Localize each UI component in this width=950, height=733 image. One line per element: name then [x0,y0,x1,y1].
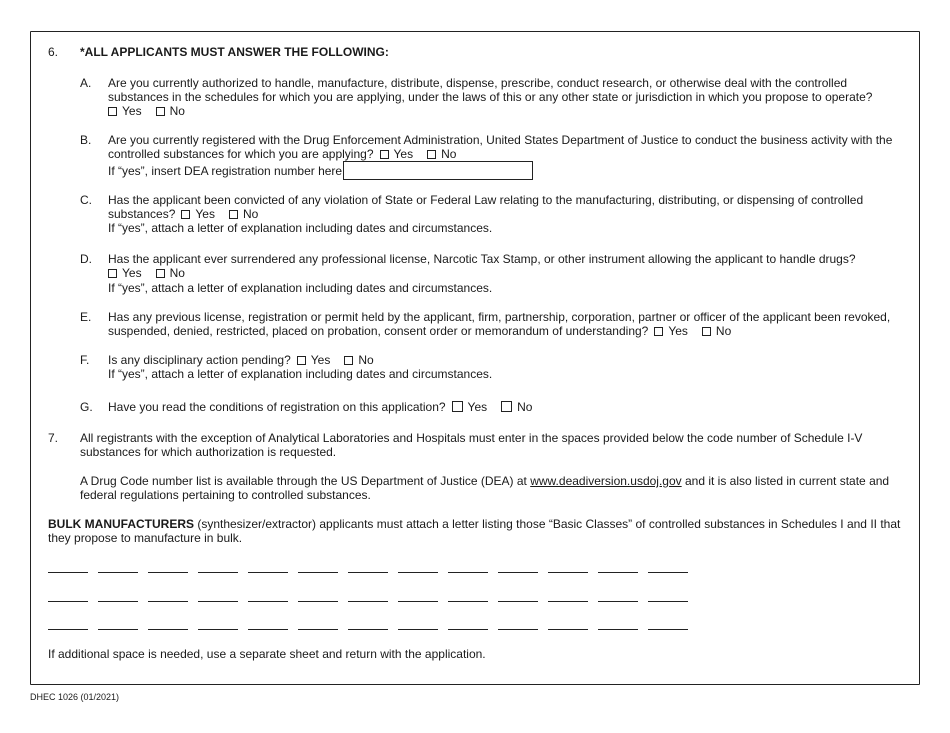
item-b-dea-row [108,161,533,180]
question-6-heading: *ALL APPLICANTS MUST ANSWER THE FOLLOWING: [80,45,389,59]
item-f-yes-checkbox[interactable] [297,356,306,365]
item-f-no-label: No [358,353,374,367]
item-c-letter: C. [80,193,92,207]
drug-code-blank[interactable] [98,629,138,630]
drug-code-blank[interactable] [598,601,638,602]
item-d-no-label: No [169,266,185,280]
item-a-yes-label: Yes [122,104,142,118]
drug-code-blank[interactable] [548,629,588,630]
question-7-number: 7. [48,431,59,445]
drug-code-blank[interactable] [148,601,188,602]
dea-diversion-link[interactable]: www.deadiversion.usdoj.gov [530,474,682,488]
drug-code-blank[interactable] [248,601,288,602]
drug-code-blank[interactable] [648,629,688,630]
item-c-yes-label: Yes [195,207,215,221]
item-b-yes-label: Yes [393,147,414,161]
item-e-letter: E. [80,310,92,324]
item-g-line1-row [108,400,532,415]
additional-space-note: If additional space is needed, use a separate sheet and return with the application. [48,647,486,661]
item-e-line1: Has any previous license, registration or permit held by the applicant, firm, partnership, corporation, partner or officer of the applicant been revoked, [108,310,891,324]
item-a-no-checkbox[interactable] [156,107,165,116]
item-f-note: If “yes”, attach a letter of explanation including dates and circumstances. [108,367,493,381]
drug-code-blank[interactable] [348,629,388,630]
bulk-manufacturers-text: (synthesizer/extractor) applicants must attach a letter listing those “Basic Classes” of controlled substances in Schedules I and II that [194,517,901,531]
drug-code-blank[interactable] [598,629,638,630]
item-f-yes-label: Yes [310,353,331,367]
item-c-note: If “yes”, attach a letter of explanation including dates and circumstances. [108,221,493,235]
drug-code-blank[interactable] [348,572,388,573]
item-e-no-checkbox[interactable] [702,327,711,336]
drug-code-blank[interactable] [248,572,288,573]
dea-info-line1 [80,474,889,489]
item-g-no-checkbox[interactable] [501,401,512,412]
item-a-yes-checkbox[interactable] [108,107,117,116]
item-e-yes-checkbox[interactable] [654,327,663,336]
drug-code-blank[interactable] [398,572,438,573]
drug-code-blank[interactable] [48,629,88,630]
drug-code-blank[interactable] [48,601,88,602]
drug-code-blank[interactable] [298,572,338,573]
question-7-line1: All registrants with the exception of Analytical Laboratories and Hospitals must enter in the spaces provided below the code number of Schedule I-V [80,431,863,445]
dea-info-line2: federal regulations pertaining to controlled substances. [80,488,371,502]
item-a-line1: Are you currently authorized to handle, manufacture, distribute, dispense, prescribe, conduct research, or otherwise deal with the controlled [108,76,848,90]
item-a-no-label: No [169,104,185,118]
question-7-line2: substances for which authorization is requested. [80,445,337,459]
item-b-no-label: No [441,147,457,161]
item-f-line1: Is any disciplinary action pending? [108,353,291,367]
item-e-yes-label: Yes [668,324,688,338]
drug-code-blank[interactable] [48,572,88,573]
item-c-line1: Has the applicant been convicted of any violation of State or Federal Law relating to the manufacturing, distributing, or dispensing of controlled [108,193,864,207]
item-d-line1: Has the applicant ever surrendered any professional license, Narcotic Tax Stamp, or other instrument allowing the applicant to handle drugs? [108,252,856,266]
item-a-options [108,104,185,119]
drug-code-blank[interactable] [198,629,238,630]
dea-info-after: and it is also listed in current state and [681,474,890,488]
drug-code-blank[interactable] [548,601,588,602]
drug-code-blank[interactable] [448,601,488,602]
item-b-letter: B. [80,133,92,147]
drug-code-blank[interactable] [498,601,538,602]
bulk-manufacturers-line1 [48,517,900,532]
drug-code-blank[interactable] [598,572,638,573]
item-d-options [108,266,185,281]
drug-code-blank[interactable] [498,572,538,573]
drug-code-blank[interactable] [398,629,438,630]
item-c-yes-checkbox[interactable] [181,210,190,219]
item-b-line2: controlled substances for which you are applying? [108,147,374,161]
item-g-yes-checkbox[interactable] [452,401,463,412]
item-g-letter: G. [80,400,93,414]
item-f-letter: F. [80,353,90,367]
item-f-no-checkbox[interactable] [344,356,353,365]
item-d-no-checkbox[interactable] [156,269,165,278]
item-g-no-label: No [517,400,533,414]
item-d-yes-checkbox[interactable] [108,269,117,278]
drug-code-blank[interactable] [198,572,238,573]
form-footer: DHEC 1026 (01/2021) [30,692,120,702]
drug-code-blank[interactable] [298,601,338,602]
item-d-letter: D. [80,252,92,266]
drug-code-blank[interactable] [148,572,188,573]
drug-code-blank[interactable] [348,601,388,602]
item-c-no-label: No [242,207,259,221]
item-d-yes-label: Yes [122,266,142,280]
dea-registration-input[interactable] [343,161,533,180]
dea-prompt: If “yes”, insert DEA registration number here [108,164,343,178]
item-e-line2-row [108,324,731,339]
drug-code-blank[interactable] [98,572,138,573]
drug-code-blank[interactable] [548,572,588,573]
item-c-no-checkbox[interactable] [229,210,238,219]
drug-code-blank[interactable] [98,601,138,602]
bulk-manufacturers-line2: they propose to manufacture in bulk. [48,531,243,545]
item-g-line1: Have you read the conditions of registration on this application? [108,400,446,414]
item-b-yes-checkbox[interactable] [380,150,389,159]
drug-code-blank[interactable] [448,629,488,630]
drug-code-blank[interactable] [298,629,338,630]
item-f-line1-row [108,353,374,368]
drug-code-blank[interactable] [648,601,688,602]
item-b-no-checkbox[interactable] [427,150,436,159]
item-c-line2: substances? [108,207,176,221]
item-b-line1: Are you currently registered with the Drug Enforcement Administration, United States Department of Justice to conduct the business activity with the [108,133,893,147]
question-6-number: 6. [48,45,59,59]
item-b-line2-row [108,147,456,162]
item-g-yes-label: Yes [467,400,488,414]
item-c-line2-row [108,207,258,222]
item-e-line2: suspended, denied, restricted, placed on probation, consent order or memorandum of understanding? [108,324,649,338]
drug-code-blank[interactable] [498,629,538,630]
drug-code-blank[interactable] [198,601,238,602]
dea-info-before: A Drug Code number list is available through the US Department of Justice (DEA) at [80,474,531,488]
item-a-letter: A. [80,76,92,90]
drug-code-blank[interactable] [648,572,688,573]
drug-code-blank[interactable] [398,601,438,602]
item-e-no-label: No [715,324,732,338]
bulk-manufacturers-label: BULK MANUFACTURERS [48,517,194,531]
drug-code-blank[interactable] [448,572,488,573]
drug-code-blank[interactable] [248,629,288,630]
drug-code-blank[interactable] [148,629,188,630]
item-d-note: If “yes”, attach a letter of explanation including dates and circumstances. [108,281,493,295]
item-a-line2: substances in the schedules for which you are applying, under the laws of this or any other state or jurisdiction in which you propose to operate? [108,90,873,104]
